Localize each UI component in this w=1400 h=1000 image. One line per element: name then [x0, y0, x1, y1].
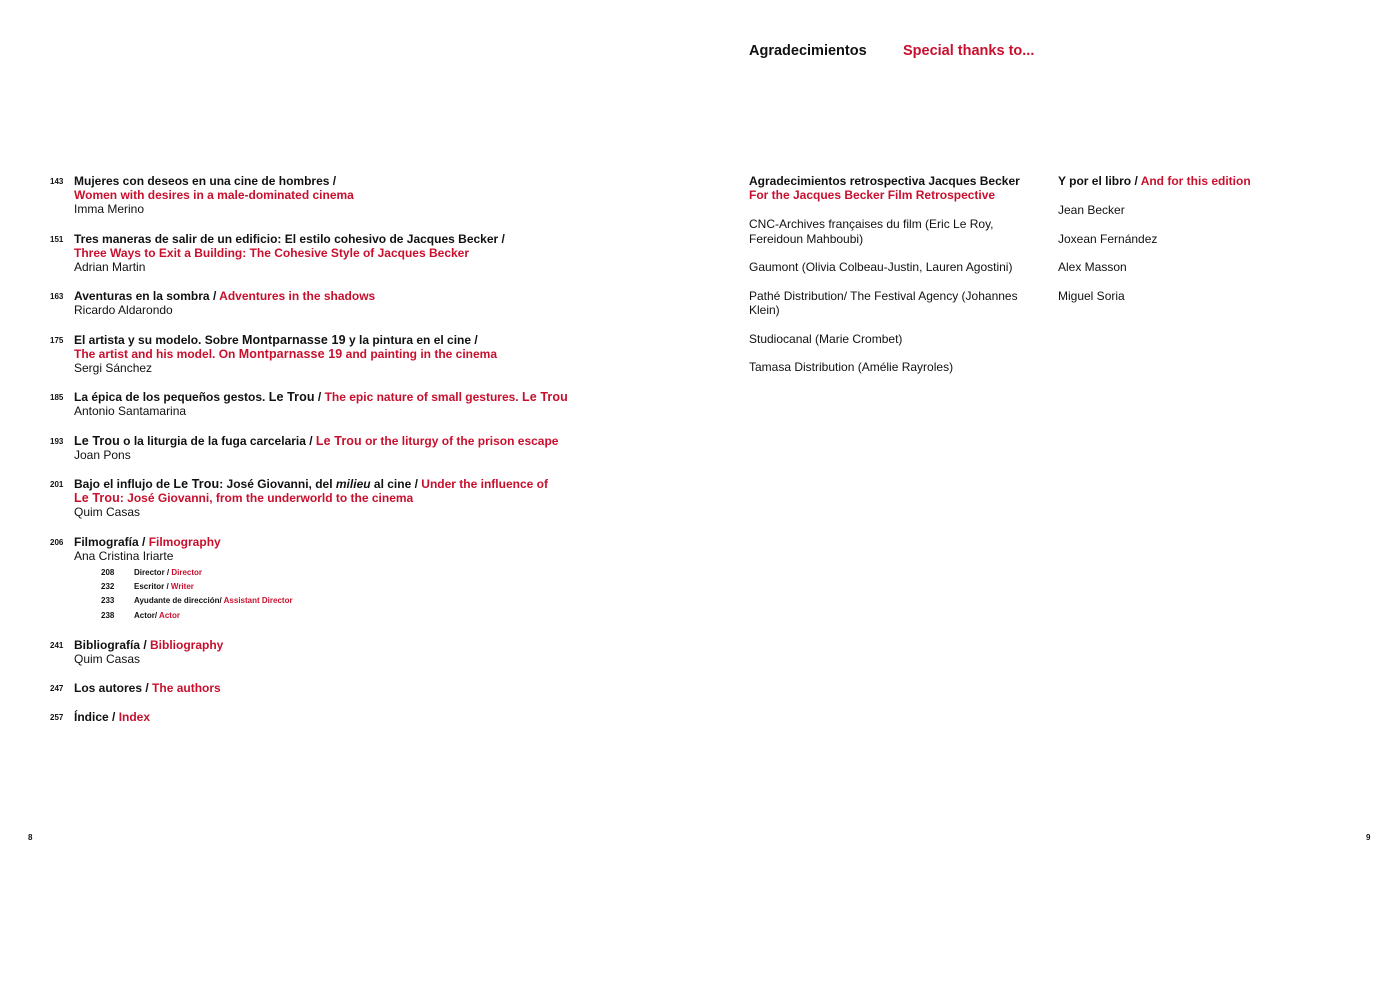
sub-entry[interactable] — [74, 594, 670, 608]
column-heading-en: For the Jacques Becker Film Retrospective — [749, 188, 996, 203]
toc-title-es: La épica de los pequeños gestos. — [74, 390, 269, 405]
toc-title-es: Índice / — [74, 710, 119, 725]
toc-title-en: Filmography — [148, 534, 221, 549]
sub-label-en: Writer — [170, 582, 194, 592]
sub-label-en: Director — [171, 568, 203, 578]
sub-label-es: Escritor / — [134, 582, 171, 592]
title-part: : José Giovanni, del — [219, 477, 336, 492]
sub-label — [134, 594, 293, 608]
title-part: Bajo el influjo de — [74, 477, 174, 492]
toc-author: Sergi Sánchez — [74, 361, 153, 376]
sub-entry[interactable] — [74, 580, 670, 594]
toc-page-number: 151 — [50, 234, 64, 244]
sub-label — [134, 609, 180, 623]
sub-page-number: 238 — [101, 610, 115, 620]
column-heading — [749, 174, 1049, 202]
toc-title-en: Three Ways to Exit a Building: The Cohesive Style of Jacques Becker — [74, 245, 470, 260]
thanks-item: Miguel Soria — [1058, 288, 1125, 303]
thanks-item: Joxean Fernández — [1058, 231, 1158, 246]
toc-title — [74, 710, 670, 724]
toc-author: Imma Merino — [74, 202, 145, 217]
thanks-item: Studiocanal (Marie Crombet) — [749, 331, 903, 346]
toc-entry[interactable] — [50, 681, 670, 695]
toc-page-number: 247 — [50, 684, 64, 694]
toc-title-es — [74, 333, 670, 347]
toc-author: Antonio Santamarina — [74, 404, 187, 419]
page-number-right: 9 — [1366, 833, 1371, 842]
sub-entry[interactable] — [74, 566, 670, 580]
toc-title-en — [74, 347, 670, 361]
toc-entry[interactable] — [50, 390, 670, 418]
column-heading-es: Y por el libro / — [1058, 174, 1141, 188]
toc-entry[interactable] — [50, 638, 670, 666]
sub-label-en: Actor — [159, 610, 180, 620]
table-of-contents — [50, 174, 670, 740]
title-separator: / — [314, 390, 325, 405]
italic-word: milieu — [335, 477, 371, 492]
toc-title — [74, 535, 670, 549]
toc-title-en: Bibliography — [150, 637, 224, 652]
toc-title-es: o la liturgia de la fuga carcelaria / — [119, 433, 316, 448]
sub-page-number: 208 — [101, 568, 115, 578]
film-title: Le Trou — [74, 433, 120, 448]
film-title: Montparnasse 19 — [238, 346, 343, 361]
sub-label-es: Director / — [134, 568, 172, 578]
toc-entry[interactable] — [50, 289, 670, 317]
film-title: Le Trou — [521, 390, 568, 405]
film-title: Le Trou — [173, 477, 220, 492]
right-page — [700, 0, 1400, 1000]
title-part: and painting in the cinema — [342, 346, 498, 361]
sub-label — [134, 566, 202, 580]
toc-title-es: Los autores / — [74, 681, 153, 696]
toc-page-number: 257 — [50, 713, 64, 723]
toc-entry[interactable] — [50, 434, 670, 462]
toc-title-en: Index — [118, 710, 151, 725]
sub-page-number: 232 — [101, 582, 115, 592]
toc-author: Quim Casas — [74, 505, 141, 520]
toc-title-en: Under the influence of — [421, 477, 548, 492]
retrospective-thanks-column — [749, 174, 1049, 389]
sub-label — [134, 580, 194, 594]
toc-title — [74, 477, 670, 505]
toc-title-en: The authors — [152, 681, 221, 696]
toc-page-number: 206 — [50, 537, 64, 547]
toc-page-number: 185 — [50, 393, 64, 403]
toc-entry[interactable] — [50, 710, 670, 724]
toc-page-number: 143 — [50, 177, 64, 186]
title-part: al cine / — [370, 477, 422, 492]
toc-author: Ricardo Aldarondo — [74, 303, 173, 318]
toc-title — [74, 390, 670, 404]
sub-label-es: Ayudante de dirección/ — [134, 596, 224, 606]
toc-author: Quim Casas — [74, 652, 141, 667]
thanks-item: Alex Masson — [1058, 260, 1127, 275]
page-number-left: 8 — [28, 833, 33, 842]
film-title: Le Trou — [74, 491, 120, 506]
toc-entry[interactable] — [50, 477, 670, 520]
title-part: y la pintura en el cine / — [345, 332, 478, 347]
toc-page-number: 193 — [50, 436, 64, 446]
sub-entry[interactable] — [74, 609, 670, 623]
acknowledgements-heading-en: Special thanks to... — [903, 43, 1035, 59]
toc-title-es: Tres maneras de salir de un edificio: El estilo cohesivo de Jacques Becker / — [74, 231, 505, 246]
thanks-item: Tamasa Distribution (Amélie Rayroles) — [749, 360, 954, 375]
thanks-item: Jean Becker — [1058, 203, 1125, 218]
filmography-sublist — [74, 566, 670, 623]
acknowledgements-heading-es: Agradecimientos — [749, 43, 867, 59]
film-title: Le Trou — [315, 433, 362, 448]
toc-entry[interactable] — [50, 535, 670, 623]
toc-title-en: or the liturgy of the prison escape — [361, 433, 559, 448]
sub-label-es: Actor/ — [134, 610, 160, 620]
thanks-item: Pathé Distribution/ The Festival Agency (Johannes Klein) — [749, 288, 1018, 317]
column-heading-en: And for this edition — [1140, 174, 1251, 188]
column-heading — [1058, 174, 1348, 188]
title-part: El artista y su modelo. Sobre — [74, 332, 243, 347]
toc-title-es: Aventuras en la sombra / — [74, 289, 220, 304]
toc-title — [74, 434, 670, 448]
thanks-item: CNC-Archives françaises du film (Eric Le Roy, Fereidoun Mahboubi) — [749, 217, 994, 246]
sub-page-number: 233 — [101, 596, 115, 606]
book-thanks-column — [1058, 174, 1348, 318]
toc-title-es: Mujeres con deseos en una cine de hombres / — [74, 174, 337, 188]
toc-page-number: 163 — [50, 292, 64, 302]
film-title: Le Trou — [268, 390, 315, 405]
toc-title — [74, 681, 670, 695]
toc-entry[interactable] — [50, 174, 670, 217]
toc-title — [74, 289, 670, 303]
film-title: Montparnasse 19 — [242, 332, 346, 347]
toc-title-en: Women with desires in a male-dominated cinema — [74, 188, 354, 203]
toc-author: Joan Pons — [74, 447, 131, 462]
column-heading-es: Agradecimientos retrospectiva Jacques Becker — [749, 174, 1020, 188]
toc-entry[interactable] — [50, 232, 670, 275]
toc-title-en: The epic nature of small gestures. — [324, 390, 522, 405]
thanks-item: Gaumont (Olivia Colbeau-Justin, Lauren Agostini) — [749, 260, 1013, 275]
toc-title-en: : José Giovanni, from the underworld to the cinema — [119, 491, 414, 506]
toc-title-en: Adventures in the shadows — [219, 289, 376, 304]
toc-entry[interactable] — [50, 333, 670, 376]
title-part: The artist and his model. On — [74, 346, 239, 361]
toc-author: Adrian Martin — [74, 260, 146, 275]
toc-title-es: Filmografía / — [74, 534, 149, 549]
toc-author: Ana Cristina Iriarte — [74, 548, 174, 563]
toc-page-number: 201 — [50, 480, 64, 490]
toc-page-number: 175 — [50, 335, 64, 345]
sub-label-en: Assistant Director — [223, 596, 293, 606]
toc-page-number: 241 — [50, 640, 64, 650]
toc-title — [74, 638, 670, 652]
toc-title-es: Bibliografía / — [74, 637, 151, 652]
